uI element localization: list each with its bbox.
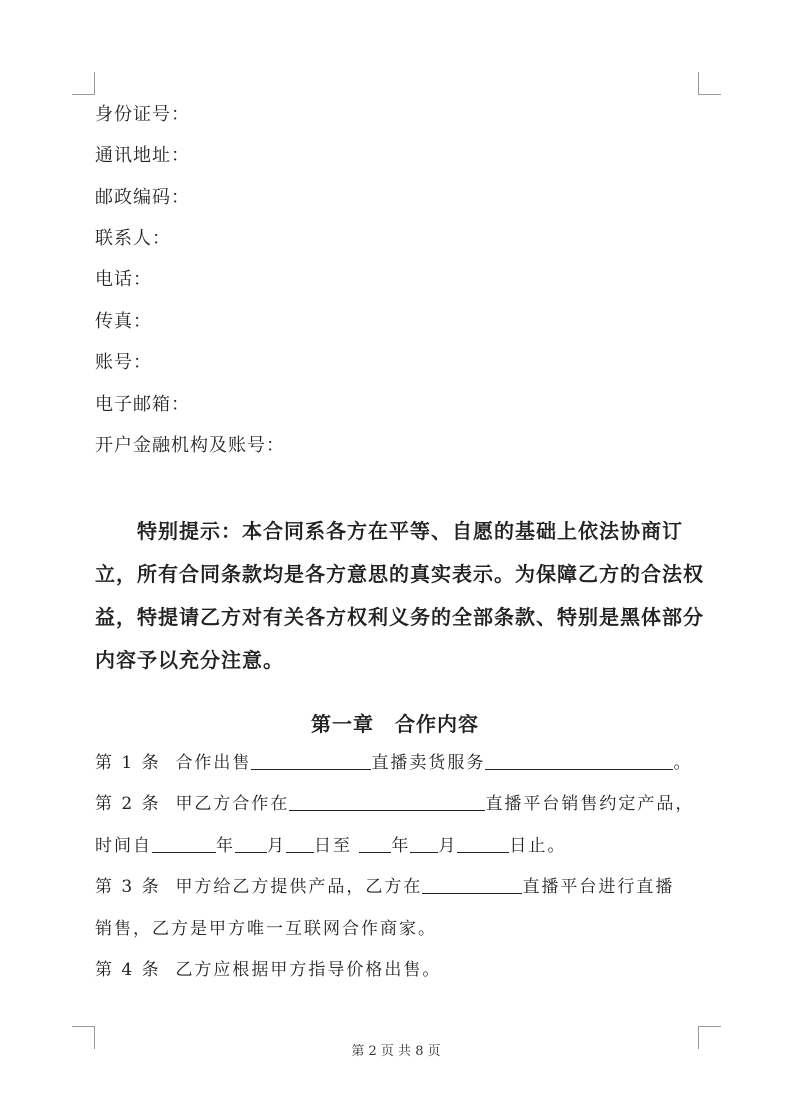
- article-1: [95, 751, 692, 775]
- article-2-text-b: 直播平台销售约定产品，: [485, 794, 695, 814]
- blank-line: [235, 834, 267, 853]
- article-1-text-b: 直播卖货服务: [371, 753, 486, 773]
- chapter-title: 第一章 合作内容: [311, 712, 479, 736]
- blank-line: [422, 875, 522, 894]
- blank-line: [289, 792, 485, 811]
- article-2-text-a: 甲乙方合作在: [175, 794, 290, 814]
- article-2-number: 第 2 条: [95, 794, 161, 814]
- blank-line: [152, 834, 216, 853]
- article-3-line-2: 销售，乙方是甲方唯一互联网合作商家。: [95, 919, 437, 939]
- article-3: [95, 875, 674, 899]
- article-4-text: 乙方应根据甲方指导价格出售。: [175, 960, 442, 980]
- date-year-2: 年: [391, 836, 411, 856]
- field-fax: 传真：: [95, 311, 152, 332]
- field-bank-account: 开户金融机构及账号：: [95, 435, 285, 456]
- article-2-date-line: [95, 834, 566, 858]
- special-notice: 特别提示：本合同系各方在平等、自愿的基础上依法协商订立，所有合同条款均是各方意思的真实表示。为保障乙方的合法权益，特提请乙方对有关各方权利义务的全部条款、特别是黑体部分内容予以充分注意。: [95, 519, 704, 672]
- blank-line: [457, 834, 509, 853]
- article-3-text-b: 直播平台进行直播: [522, 877, 675, 897]
- date-to: 日至: [314, 836, 352, 856]
- field-postcode: 邮政编码：: [95, 187, 190, 208]
- article-1-text-a: 合作出售: [175, 753, 252, 773]
- article-3-number: 第 3 条: [95, 877, 161, 897]
- blank-line: [251, 751, 371, 770]
- blank-line: [286, 834, 314, 853]
- article-2: [95, 792, 694, 816]
- field-address: 通讯地址：: [95, 145, 190, 166]
- date-prefix: 时间自: [95, 836, 152, 856]
- blank-line: [485, 751, 673, 770]
- blank-line: [359, 834, 391, 853]
- field-email: 电子邮箱：: [95, 394, 190, 415]
- field-id-number: 身份证号：: [95, 104, 190, 125]
- field-phone: 电话：: [95, 269, 152, 290]
- corner-mark-top-right: [698, 72, 721, 95]
- article-4: [95, 958, 441, 982]
- blank-line: [410, 834, 438, 853]
- field-account: 账号：: [95, 352, 152, 373]
- field-contact: 联系人：: [95, 228, 171, 249]
- article-3-text-a: 甲方给乙方提供产品，乙方在: [175, 877, 423, 897]
- corner-mark-top-left: [72, 72, 95, 95]
- article-4-number: 第 4 条: [95, 960, 161, 980]
- article-1-end: 。: [673, 753, 693, 773]
- date-end: 日止。: [509, 836, 567, 856]
- date-year-1: 年: [216, 836, 235, 856]
- date-month-2: 月: [438, 836, 458, 856]
- date-month-1: 月: [267, 836, 286, 856]
- article-1-number: 第 1 条: [95, 753, 161, 773]
- page-footer: 第 2 页 共 8 页: [351, 1044, 441, 1059]
